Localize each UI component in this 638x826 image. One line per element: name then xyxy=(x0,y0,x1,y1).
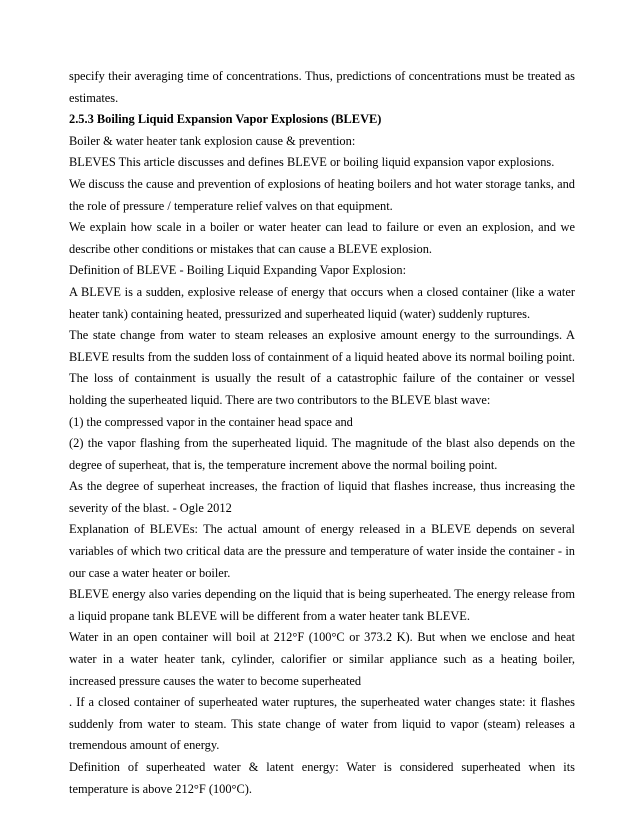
paragraph-state-change: The state change from water to steam releases an explosive amount energy to the surroundings. A BLEVE results from the sudden loss of containment of a liquid heated above its normal boiling point. The loss of containment is usually the result of a catastrophic failure of the container or vessel holding the superheated liquid. There are two contributors to the BLEVE blast wave: xyxy=(69,328,575,407)
paragraph-scale: We explain how scale in a boiler or water heater can lead to failure or even an explosion, and we describe other conditions or mistakes that can cause a BLEVE explosion. xyxy=(69,220,575,256)
document-body xyxy=(69,66,575,800)
paragraph-concentrations: specify their averaging time of concentrations. Thus, predictions of concentrations must be treated as estimates. xyxy=(69,69,575,105)
paragraph-superheat-severity: As the degree of superheat increases, the fraction of liquid that flashes increase, thus increasing the severity of the blast. - Ogle 2012 xyxy=(69,479,575,515)
paragraph-bleve-definition: A BLEVE is a sudden, explosive release of energy that occurs when a closed container (like a water heater tank) containing heated, pressurized and superheated liquid (water) suddenly ruptures. xyxy=(69,284,575,321)
paragraph-superheated-definition: Definition of superheated water & latent energy: Water is considered superheated when its temperature is above 212°F (100°C). xyxy=(69,760,575,796)
paragraph-cause-prevention: We discuss the cause and prevention of explosions of heating boilers and hot water storage tanks, and the role of pressure / temperature relief valves on that equipment. xyxy=(69,176,575,213)
paragraph-explosion-cause: Boiler & water heater tank explosion cause & prevention: xyxy=(69,133,356,148)
paragraph-closed-container: . If a closed container of superheated water ruptures, the superheated water changes state: it flashes suddenly from water to steam. This state change of water from liquid to vapor (steam) releases a tremendous amount of energy. xyxy=(69,695,575,753)
section-heading: 2.5.3 Boiling Liquid Expansion Vapor Explosions (BLEVE) xyxy=(69,112,382,127)
paragraph-bleve-explanation: Explanation of BLEVEs: The actual amount of energy released in a BLEVE depends on several variables of which two critical data are the pressure and temperature of water inside the container - in our case a water heater or boiler. xyxy=(69,522,575,580)
paragraph-contributor-1: (1) the compressed vapor in the container head space and xyxy=(69,414,353,429)
paragraph-bleve-definition-title: Definition of BLEVE - Boiling Liquid Expanding Vapor Explosion: xyxy=(69,263,407,278)
paragraph-bleves-article: BLEVES This article discusses and defines BLEVE or boiling liquid expansion vapor explosions. xyxy=(69,155,555,170)
paragraph-open-container: Water in an open container will boil at 212°F (100°C or 373.2 K). But when we enclose and heat water in a water heater tank, cylinder, calorifier or similar appliance such as a heating boiler, increased pressure causes the water to become superheated xyxy=(69,630,575,688)
paragraph-bleve-energy: BLEVE energy also varies depending on the liquid that is being superheated. The energy release from a liquid propane tank BLEVE will be different from a water heater tank BLEVE. xyxy=(69,587,575,623)
paragraph-contributor-2: (2) the vapor flashing from the superheated liquid. The magnitude of the blast also depends on the degree of superheat, that is, the temperature increment above the normal boiling point. xyxy=(69,436,575,472)
